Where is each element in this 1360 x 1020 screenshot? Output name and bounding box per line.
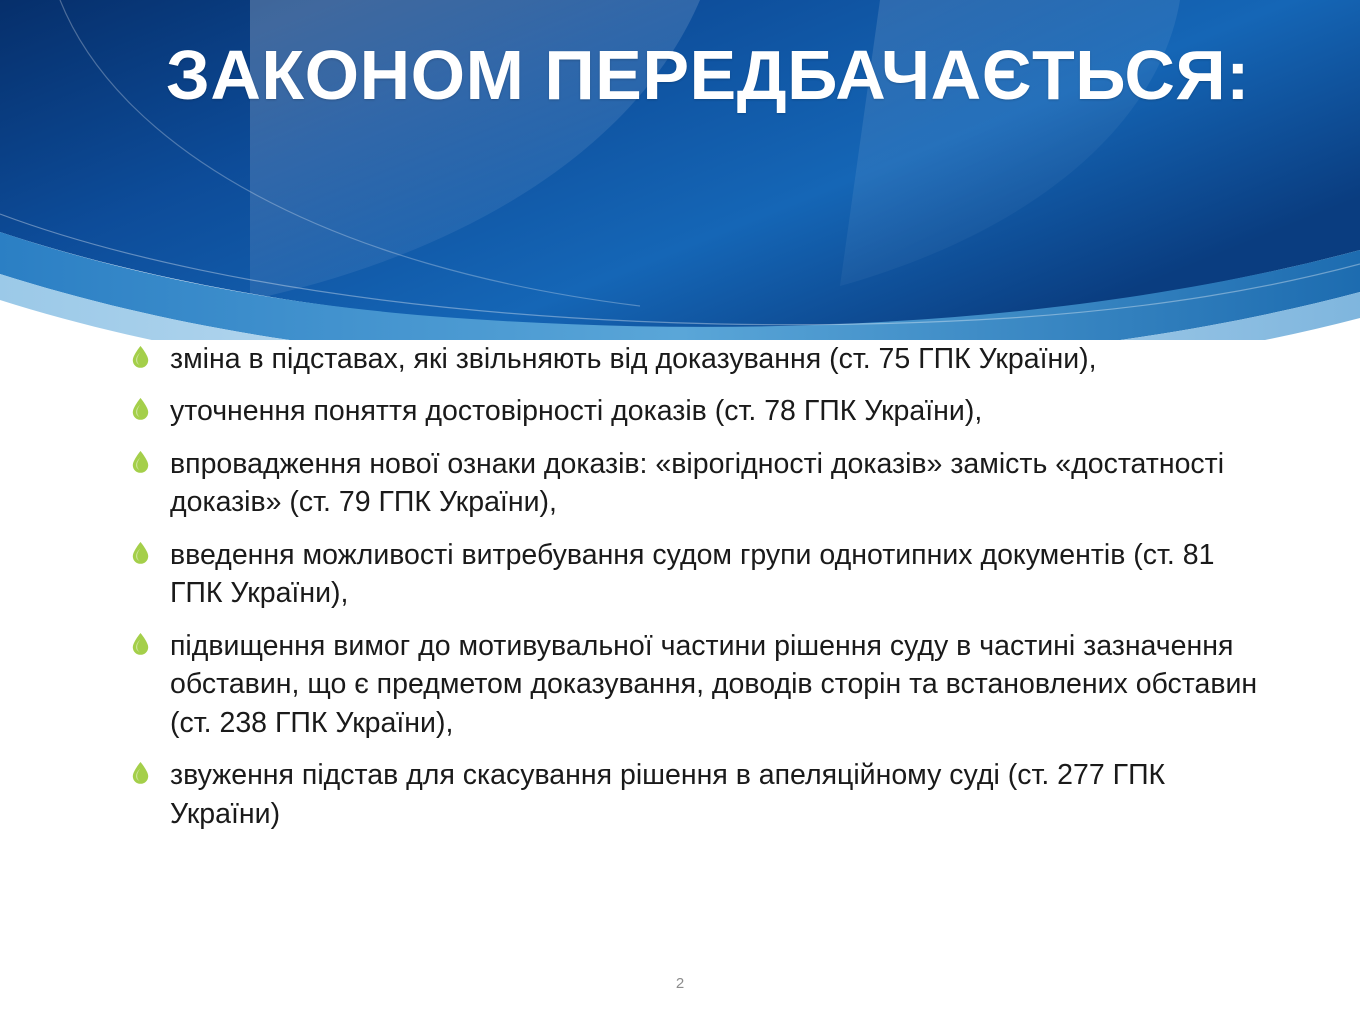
list-item xyxy=(118,536,1268,613)
list-item-text: зміна в підставах, які звільняють від доказування (ст. 75 ГПК України), xyxy=(170,343,1097,375)
water-drop-icon xyxy=(132,633,149,655)
list-item-text: уточнення поняття достовірності доказів (ст. 78 ГПК України), xyxy=(170,395,983,428)
water-drop-icon xyxy=(132,451,149,473)
list-item-text: підвищення вимог до мотивувальної частини рішення суду в частині зазначення обставин, що є предметом доказування, доводів сторін та встановлених обставин (ст. 238 ГПК України), xyxy=(170,629,1258,739)
page-title: ЗАКОНОМ ПЕРЕДБАЧАЄТЬСЯ: xyxy=(166,36,1250,114)
list-item-text: звуження підстав для скасування рішення в апеляційному суді (ст. 277 ГПК України) xyxy=(170,759,1166,830)
list-item xyxy=(118,627,1268,742)
list-item-text: введення можливості витребування судом групи однотипних документів (ст. 81 ГПК України), xyxy=(170,538,1215,610)
list-item xyxy=(118,445,1268,522)
list-item-text: впровадження нової ознаки доказів: «вірогідності доказів» замість «достатності доказів» (ст. 79 ГПК України), xyxy=(170,447,1225,519)
water-drop-icon xyxy=(132,762,149,784)
slide-title-container xyxy=(120,38,1250,113)
water-drop-icon xyxy=(132,346,149,368)
slide-body xyxy=(118,340,1268,847)
list-item xyxy=(118,392,1268,430)
bullet-list xyxy=(118,340,1268,833)
page-number: 2 xyxy=(675,975,685,992)
water-drop-icon xyxy=(132,398,149,420)
list-item xyxy=(118,340,1268,378)
list-item xyxy=(118,756,1268,833)
water-drop-icon xyxy=(132,542,149,564)
